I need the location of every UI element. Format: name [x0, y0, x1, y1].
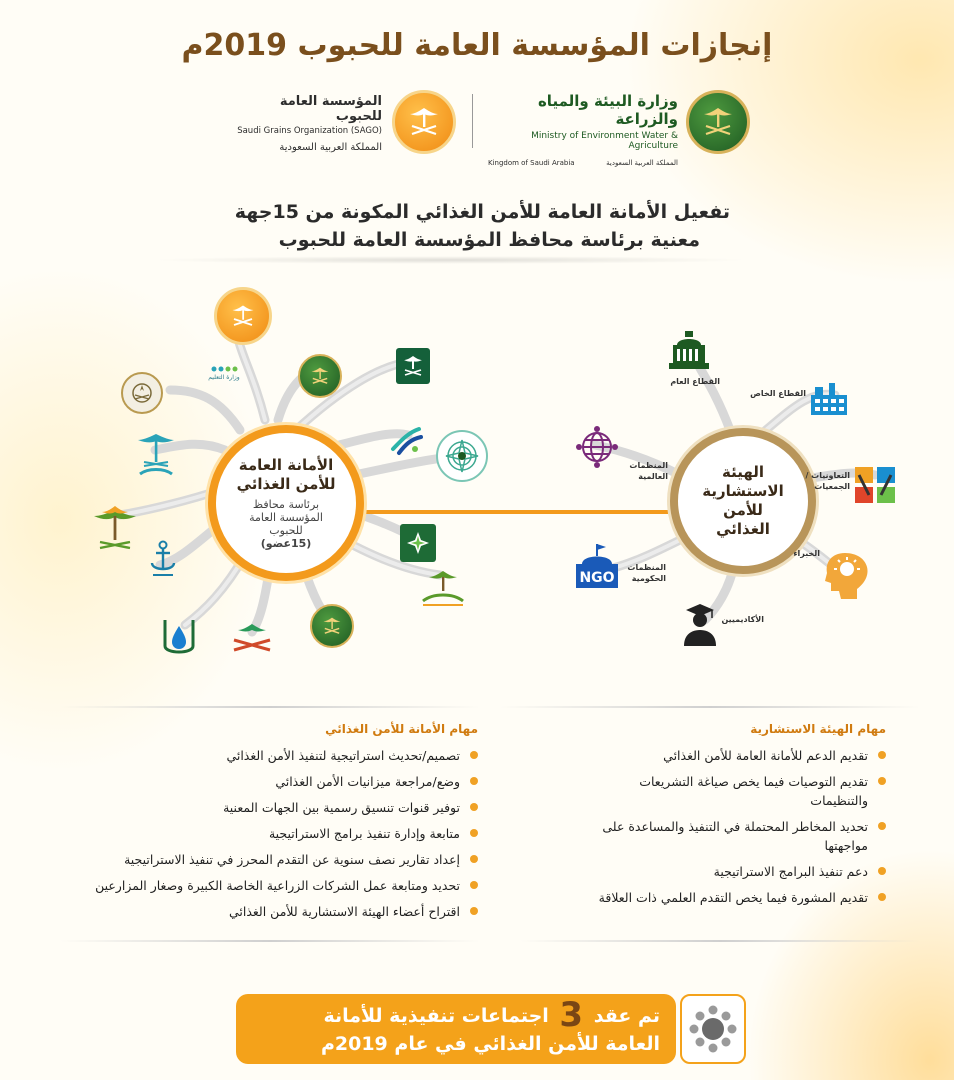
bullet-icon: [470, 803, 478, 811]
public-sector-icon: [666, 328, 712, 372]
subtitle-line-1: تفعيل الأمانة العامة للأمن الغذائي المكونة من 15جهة: [234, 201, 730, 223]
bullet-icon: [878, 867, 886, 875]
list-item-text: توفير قنوات تنسيق رسمية بين الجهات المعنية: [223, 800, 460, 815]
list-item-text: تقديم الدعم للأمانة العامة للأمن الغذائي: [663, 748, 868, 763]
academics-label: الأكاديميين: [721, 615, 764, 624]
education-dots-icon: [209, 364, 239, 374]
gov-orgs-label: المنظمات الحكومية: [627, 563, 666, 583]
advisory-hub-title-3: للأمن: [723, 501, 763, 519]
list-item: [68, 850, 478, 869]
palm-swords-emblem-icon: [686, 90, 750, 154]
experts-head-icon: [822, 548, 872, 602]
secretariat-hub-title-2: للأمن الغذائي: [236, 475, 336, 493]
list-item-text: تقديم التوصيات فيما يخص صياغة التشريعات والتنظيمات: [639, 774, 868, 808]
banner-line-1-after: اجتماعات تنفيذية للأمانة: [323, 1004, 549, 1027]
intl-orgs-label: المنظمات العالمية: [629, 461, 668, 481]
secretariat-panel-top-line: [60, 706, 480, 708]
bullet-icon: [470, 855, 478, 863]
anchor-member-logo-icon: [146, 538, 180, 578]
bullet-icon: [470, 829, 478, 837]
secretariat-hub-title-1: الأمانة العامة: [238, 456, 334, 474]
bullet-icon: [878, 893, 886, 901]
list-item-text: اقتراح أعضاء الهيئة الاستشارية للأمن الغذائي: [228, 904, 460, 919]
list-item: [68, 902, 478, 921]
list-item: [596, 772, 886, 810]
secretariat-hub-sub-1: برئاسة محافظ: [252, 498, 320, 511]
ministry-member-logo-icon: [298, 354, 342, 398]
bullet-icon: [878, 822, 886, 830]
bullet-icon: [470, 881, 478, 889]
secretariat-hub-sub: [249, 498, 323, 550]
banner-line-1-before: تم عقد: [593, 1004, 660, 1027]
bullet-icon: [470, 777, 478, 785]
secretariat-hub-sub-2: المؤسسة العامة: [249, 511, 323, 524]
advisory-tasks-header: مهام الهيئة الاستشارية: [750, 722, 886, 736]
meetings-count: 3: [559, 994, 584, 1035]
palm-green-member-logo-icon: [92, 502, 138, 552]
list-item: [596, 817, 886, 855]
list-item-text: تحديد ومتابعة عمل الشركات الزراعية الخاصة الكبيرة وصغار المزارعين: [95, 878, 460, 893]
sago-name-en: Saudi Grains Organization (SAGO): [237, 126, 382, 136]
education-label: وزارة التعليم: [208, 373, 240, 381]
subtitle-line-2: معنية برئاسة محافظ المؤسسة العامة للحبوب: [278, 229, 700, 251]
subtitle-shadow: [150, 256, 750, 264]
private-sector-icon: [808, 376, 850, 418]
list-item-text: متابعة وإدارة تنفيذ برامج الاستراتيجية: [268, 826, 460, 841]
water-member-logo-icon: [162, 616, 196, 660]
meeting-table-icon: [680, 994, 746, 1064]
list-item-text: تصميم/تحديث استراتيجية لتنفيذ الأمن الغذائي: [226, 748, 460, 763]
secretariat-hub-sub-4: (15عضو): [260, 537, 312, 550]
secretariat-hub: [208, 425, 364, 581]
list-item: [596, 862, 886, 881]
ministry-name-en: Ministry of Environment Water & Agriculture: [531, 131, 678, 151]
banner-line-1: [236, 994, 660, 1035]
page-title: إنجازات المؤسسة العامة للحبوب 2019م: [181, 28, 773, 63]
advisory-panel-top-line: [500, 706, 920, 708]
advisory-hub-title-1: الهيئة: [721, 463, 765, 481]
sago-name-ar: المؤسسة العامة للحبوب: [279, 94, 382, 124]
finance-member-logo-icon: [396, 348, 430, 384]
advisory-tasks-panel: [596, 722, 886, 914]
star-rosette-member-logo-icon: [436, 430, 488, 482]
bullet-icon: [878, 751, 886, 759]
public-sector-label: القطاع العام: [670, 377, 720, 386]
education-member-logo: [204, 360, 244, 384]
list-item: [596, 888, 886, 907]
swords-member-logo-icon: [230, 618, 274, 658]
logo-divider: [472, 94, 473, 148]
ministry-country-en: Kingdom of Saudi Arabia: [488, 159, 575, 167]
ministry-name-ar: وزارة البيئة والمياه والزراعة: [537, 92, 678, 128]
palm-member-logo-icon: [136, 428, 176, 478]
list-item: [68, 824, 478, 843]
cooperatives-puzzle-icon: [852, 464, 898, 506]
ministry-member-logo-2-icon: [310, 604, 354, 648]
sago-country-ar: المملكة العربية السعودية: [279, 142, 382, 153]
defense-member-logo-icon: [121, 372, 163, 414]
commerce-member-logo-icon: [400, 524, 436, 562]
list-item: [68, 876, 478, 895]
experts-label: الخبراء: [793, 549, 820, 558]
advisory-hub-title-2: الاستشارية: [702, 482, 784, 500]
section-subtitle: [150, 198, 730, 254]
secretariat-tasks-header: مهام الأمانة للأمن الغذائي: [325, 722, 478, 736]
ministry-country-ar: المملكة العربية السعودية: [606, 159, 678, 167]
academics-graduate-icon: [682, 602, 718, 646]
advisory-hub-title-4: الغذائي: [716, 520, 770, 538]
bullet-icon: [470, 907, 478, 915]
list-item: [68, 798, 478, 817]
list-item-text: تقديم المشورة فيما يخص التقدم العلمي ذات العلاقة: [598, 890, 868, 905]
advisory-panel-bottom-line: [520, 940, 920, 942]
list-item: [68, 746, 478, 765]
sago-member-logo-icon: [214, 287, 272, 345]
sfda-member-logo-icon: [388, 422, 426, 458]
agri-fund-member-logo-icon: [420, 566, 466, 608]
list-item: [596, 746, 886, 765]
cooperatives-label: التعاونيات / الجمعيات: [805, 471, 850, 491]
international-orgs-globe-icon: [574, 424, 620, 470]
list-item-text: وضع/مراجعة ميزانيات الأمن الغذائي: [275, 774, 460, 789]
bullet-icon: [878, 777, 886, 785]
ngo-text: NGO: [579, 570, 615, 586]
secretariat-tasks-panel: [68, 722, 478, 928]
ngo-building-icon: [572, 542, 622, 592]
private-sector-label: القطاع الخاص: [750, 389, 806, 398]
meetings-banner: [236, 994, 676, 1064]
list-item-text: تحديد المخاطر المحتملة في التنفيذ والمساعدة على مواجهتها: [602, 819, 868, 853]
list-item: [68, 772, 478, 791]
list-item-text: إعداد تقارير نصف سنوية عن التقدم المحرز في تنفيذ الاستراتيجية: [124, 852, 460, 867]
sago-emblem-icon: [392, 90, 456, 154]
bullet-icon: [470, 751, 478, 759]
secretariat-panel-bottom-line: [60, 940, 480, 942]
banner-line-2: العامة للأمن الغذائي في عام 2019م: [320, 1032, 660, 1055]
list-item-text: دعم تنفيذ البرامج الاستراتيجية: [713, 864, 868, 879]
secretariat-hub-sub-3: للحبوب: [269, 524, 303, 537]
